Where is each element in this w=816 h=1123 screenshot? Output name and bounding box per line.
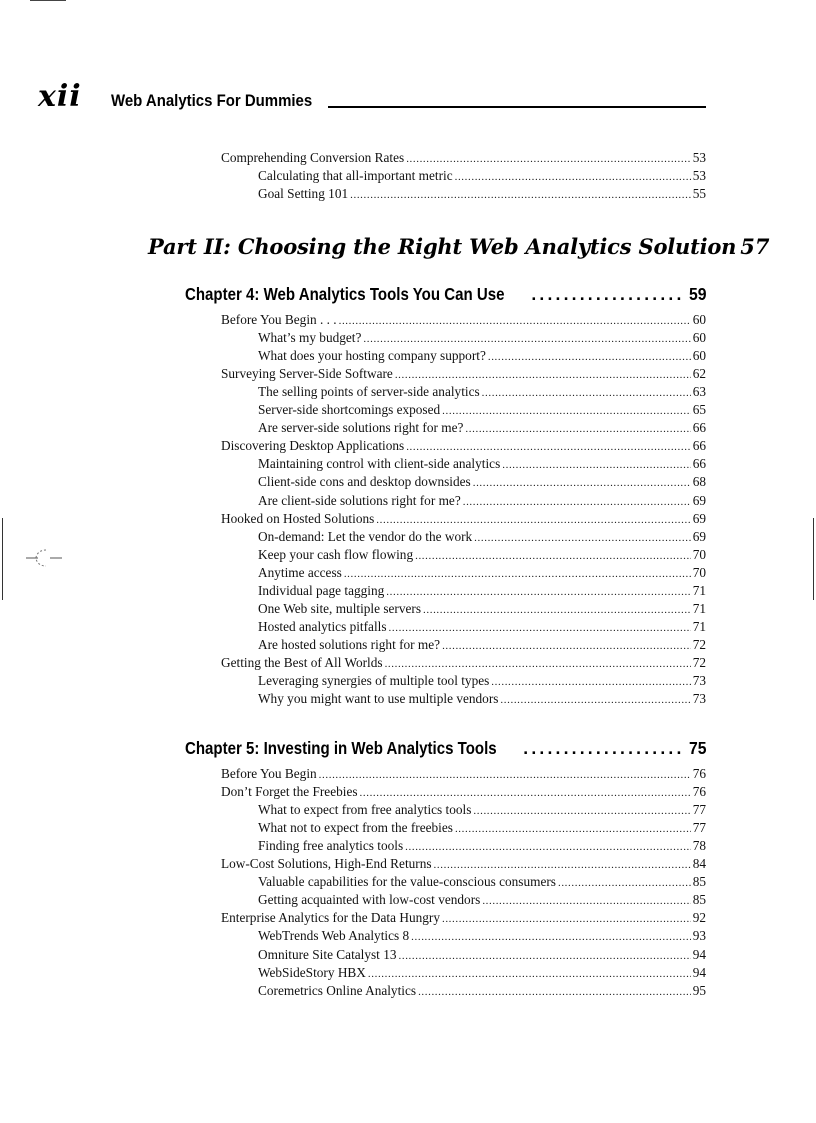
toc-entry-page: 69 — [692, 510, 706, 526]
toc-entry[interactable] — [258, 329, 706, 347]
dot-leader — [360, 784, 691, 802]
toc-entry-page: 94 — [692, 946, 706, 962]
toc-entry-page: 69 — [692, 492, 706, 508]
toc-entry-page: 92 — [692, 910, 706, 926]
toc-entry-title: Individual page tagging — [258, 582, 385, 598]
toc-entry-title: What does your hosting company support? — [258, 348, 486, 364]
toc-entry[interactable] — [258, 546, 706, 564]
dot-leader — [344, 565, 691, 583]
toc-entry-page: 73 — [692, 691, 706, 707]
toc-entry[interactable] — [221, 765, 706, 783]
toc-entry-title: Calculating that all-important metric — [258, 168, 453, 183]
toc-entry[interactable] — [258, 564, 706, 582]
toc-entry-page: 93 — [692, 928, 706, 944]
toc-entry-page: 72 — [692, 654, 706, 670]
toc-entry[interactable] — [221, 437, 706, 455]
toc-entry-page: 60 — [692, 330, 706, 346]
toc-entry-title: Before You Begin — [221, 766, 317, 781]
toc-entry-page: 77 — [692, 802, 706, 818]
toc-entry-page: 77 — [692, 820, 706, 836]
toc-entry[interactable] — [221, 311, 706, 329]
toc-entry-title: What not to expect from the freebies — [258, 820, 453, 836]
dot-leader — [482, 892, 690, 910]
toc-entry-page: 71 — [692, 600, 706, 616]
dot-leader — [442, 402, 691, 420]
toc-entry[interactable] — [258, 927, 706, 945]
toc-entry[interactable] — [221, 783, 706, 801]
part-title: Part II: Choosing the Right Web Analytics Solution — [148, 234, 737, 259]
scan-edge-left — [2, 518, 3, 600]
toc-entry-title: WebSideStory HBX — [258, 964, 366, 980]
toc-entry[interactable] — [258, 492, 706, 510]
toc-entry-title: One Web site, multiple servers — [258, 600, 422, 616]
toc-entry-title: Getting the Best of All Worlds — [221, 654, 383, 670]
dot-leader — [502, 456, 690, 474]
toc-entry[interactable] — [258, 455, 706, 473]
chapter-title: Chapter 4: Web Analytics Tools You Can Use — [185, 284, 505, 304]
toc-entry-title: Enterprise Analytics for the Data Hungry — [221, 910, 440, 926]
toc-entry-title: Keep your cash flow flowing — [258, 546, 414, 562]
toc-entry[interactable] — [258, 891, 706, 909]
dot-leader — [473, 474, 691, 492]
toc-entry[interactable] — [258, 946, 706, 964]
toc-entry-page: 94 — [692, 964, 706, 980]
toc-entry-page: 76 — [692, 766, 706, 781]
toc-entry-title: What to expect from free analytics tools — [258, 802, 472, 818]
toc-entry-title: Hosted analytics pitfalls — [258, 618, 387, 634]
toc-entry-title: Getting acquainted with low-cost vendors — [258, 892, 481, 908]
dot-leader — [389, 619, 691, 637]
dot-leader — [406, 150, 691, 168]
toc-entry[interactable] — [221, 149, 706, 167]
toc-entry-page: 71 — [692, 618, 706, 634]
toc-entry-page: 66 — [692, 456, 706, 472]
dot-leader — [482, 384, 691, 402]
toc-entry-page: 70 — [692, 546, 706, 562]
page-folio: xii — [38, 79, 82, 114]
toc-entry[interactable] — [258, 185, 706, 203]
toc-entry-page: 78 — [692, 838, 706, 854]
toc-entry-title: Low-Cost Solutions, High-End Returns — [221, 856, 432, 872]
toc-entry[interactable] — [258, 636, 706, 654]
chapter-5-heading[interactable] — [185, 736, 706, 760]
toc-entry[interactable] — [258, 600, 706, 618]
toc-entry-page: 85 — [692, 874, 706, 890]
part-page: 57 — [740, 234, 770, 259]
toc-entry-title: Discovering Desktop Applications — [221, 438, 405, 454]
dot-leader — [376, 511, 690, 529]
dot-leader — [463, 493, 691, 511]
dot-leader — [442, 637, 691, 655]
dot-leader — [455, 168, 691, 186]
toc-entry[interactable] — [258, 401, 706, 419]
dot-leader — [406, 438, 691, 456]
dot-leader — [488, 348, 691, 366]
toc-entry-page: 84 — [692, 856, 706, 872]
toc-entry-page: 72 — [692, 636, 706, 652]
toc-entry[interactable] — [258, 801, 706, 819]
dot-leader — [415, 547, 691, 565]
toc-entry-title: Comprehending Conversion Rates — [221, 150, 405, 165]
dot-leader — [363, 330, 690, 348]
toc-entry[interactable] — [258, 582, 706, 600]
toc-entry-title: Client-side cons and desktop downsides — [258, 474, 471, 490]
part-heading[interactable] — [148, 232, 770, 262]
dot-leader — [319, 766, 691, 784]
dot-leader — [411, 928, 691, 946]
chapter-page: 59 — [688, 284, 706, 304]
toc-entry-page: 53 — [692, 168, 706, 183]
toc-entry-page: 53 — [692, 150, 706, 165]
toc-entry[interactable] — [221, 510, 706, 528]
toc-entry-page: 65 — [692, 402, 706, 418]
dot-leader — [418, 983, 691, 1001]
toc-entry-title: Leveraging synergies of multiple tool types — [258, 673, 490, 688]
toc-entry-page: 55 — [692, 186, 706, 201]
toc-entry[interactable] — [258, 383, 706, 401]
toc-entry-title: Coremetrics Online Analytics — [258, 982, 417, 998]
dot-leader — [339, 312, 691, 330]
header-rule — [328, 106, 706, 108]
toc-entry-title: Hooked on Hosted Solutions — [221, 510, 375, 526]
toc-entry[interactable] — [221, 365, 706, 383]
toc-entry-page: 63 — [692, 384, 706, 400]
dot-leader — [519, 736, 684, 760]
toc-entry[interactable] — [258, 672, 706, 690]
toc-entry[interactable] — [258, 819, 706, 837]
dot-leader — [558, 874, 691, 892]
toc-entry-title: WebTrends Web Analytics 8 — [258, 928, 410, 944]
toc-entry-page: 70 — [692, 564, 706, 580]
toc-entry[interactable] — [258, 347, 706, 365]
chapter-page: 75 — [688, 738, 706, 758]
toc-entry[interactable] — [258, 528, 706, 546]
dot-leader — [528, 282, 684, 306]
toc-entry-title: Are hosted solutions right for me? — [258, 636, 441, 652]
toc-entry[interactable] — [258, 982, 706, 1000]
toc-entry[interactable] — [258, 690, 706, 708]
toc-entry-page: 66 — [692, 420, 706, 436]
dot-leader — [442, 910, 691, 928]
toc-entry[interactable] — [221, 654, 706, 672]
toc-entry-page: 76 — [692, 784, 706, 800]
toc-entry[interactable] — [221, 909, 706, 927]
toc-entry-page: 85 — [692, 892, 706, 908]
toc-entry-page: 69 — [692, 528, 706, 544]
dot-leader — [423, 601, 691, 619]
dot-leader — [474, 529, 691, 547]
toc-entry-title: Goal Setting 101 — [258, 186, 349, 201]
registration-mark-icon — [24, 546, 64, 570]
toc-entry[interactable] — [258, 167, 706, 185]
toc-entry-title: Omniture Site Catalyst 13 — [258, 946, 397, 962]
toc-entry-title: Before You Begin . . . — [221, 312, 337, 327]
toc-entry-title: Maintaining control with client-side analytics — [258, 456, 501, 472]
chapter-4-heading[interactable] — [185, 282, 706, 306]
dot-leader — [350, 186, 691, 204]
toc-entry[interactable] — [258, 618, 706, 636]
toc-entry[interactable] — [221, 855, 706, 873]
toc-entry-title: Anytime access — [258, 564, 342, 580]
toc-entry-page: 60 — [692, 312, 706, 327]
toc-entry-title: The selling points of server-side analytics — [258, 384, 480, 400]
scan-edge-right — [813, 518, 814, 600]
toc-entry[interactable] — [258, 964, 706, 982]
dot-leader — [368, 965, 691, 983]
toc-entry-page: 71 — [692, 582, 706, 598]
toc-entry-page: 62 — [692, 366, 706, 382]
toc-entry-page: 60 — [692, 348, 706, 364]
toc-entry-page: 68 — [692, 474, 706, 490]
book-title: Web Analytics For Dummies — [111, 91, 313, 110]
toc-entry-title: Finding free analytics tools — [258, 838, 404, 854]
dot-leader — [399, 947, 691, 965]
dot-leader — [455, 820, 691, 838]
toc-entry[interactable] — [258, 837, 706, 855]
toc-entry-title: Are client-side solutions right for me? — [258, 492, 461, 508]
dot-leader — [465, 420, 690, 438]
toc-entry-title: Valuable capabilities for the value-conscious consumers — [258, 874, 556, 890]
toc-entry-title: What’s my budget? — [258, 330, 362, 346]
dot-leader — [385, 655, 691, 673]
toc-entry-title: Don’t Forget the Freebies — [221, 784, 358, 800]
chapter-title: Chapter 5: Investing in Web Analytics Tools — [185, 738, 497, 758]
toc-entry[interactable] — [258, 873, 706, 891]
toc-entry-page: 66 — [692, 438, 706, 454]
dot-leader — [395, 366, 691, 384]
toc-entry-title: Are server-side solutions right for me? — [258, 420, 464, 436]
running-head — [38, 79, 706, 114]
toc-entry-page: 95 — [692, 982, 706, 998]
dot-leader — [500, 691, 690, 709]
dot-leader — [386, 583, 690, 601]
dot-leader — [473, 802, 690, 820]
dot-leader — [491, 673, 690, 691]
toc-entry-title: Why you might want to use multiple vendors — [258, 691, 499, 707]
toc-entry[interactable] — [258, 419, 706, 437]
toc-entry[interactable] — [258, 473, 706, 491]
toc-entry-title: On-demand: Let the vendor do the work — [258, 528, 473, 544]
crop-mark-top — [30, 0, 66, 1]
toc-entry-title: Surveying Server-Side Software — [221, 366, 393, 382]
dot-leader — [405, 838, 691, 856]
dot-leader — [434, 856, 691, 874]
toc-entry-page: 73 — [692, 673, 706, 688]
toc-entry-title: Server-side shortcomings exposed — [258, 402, 441, 418]
